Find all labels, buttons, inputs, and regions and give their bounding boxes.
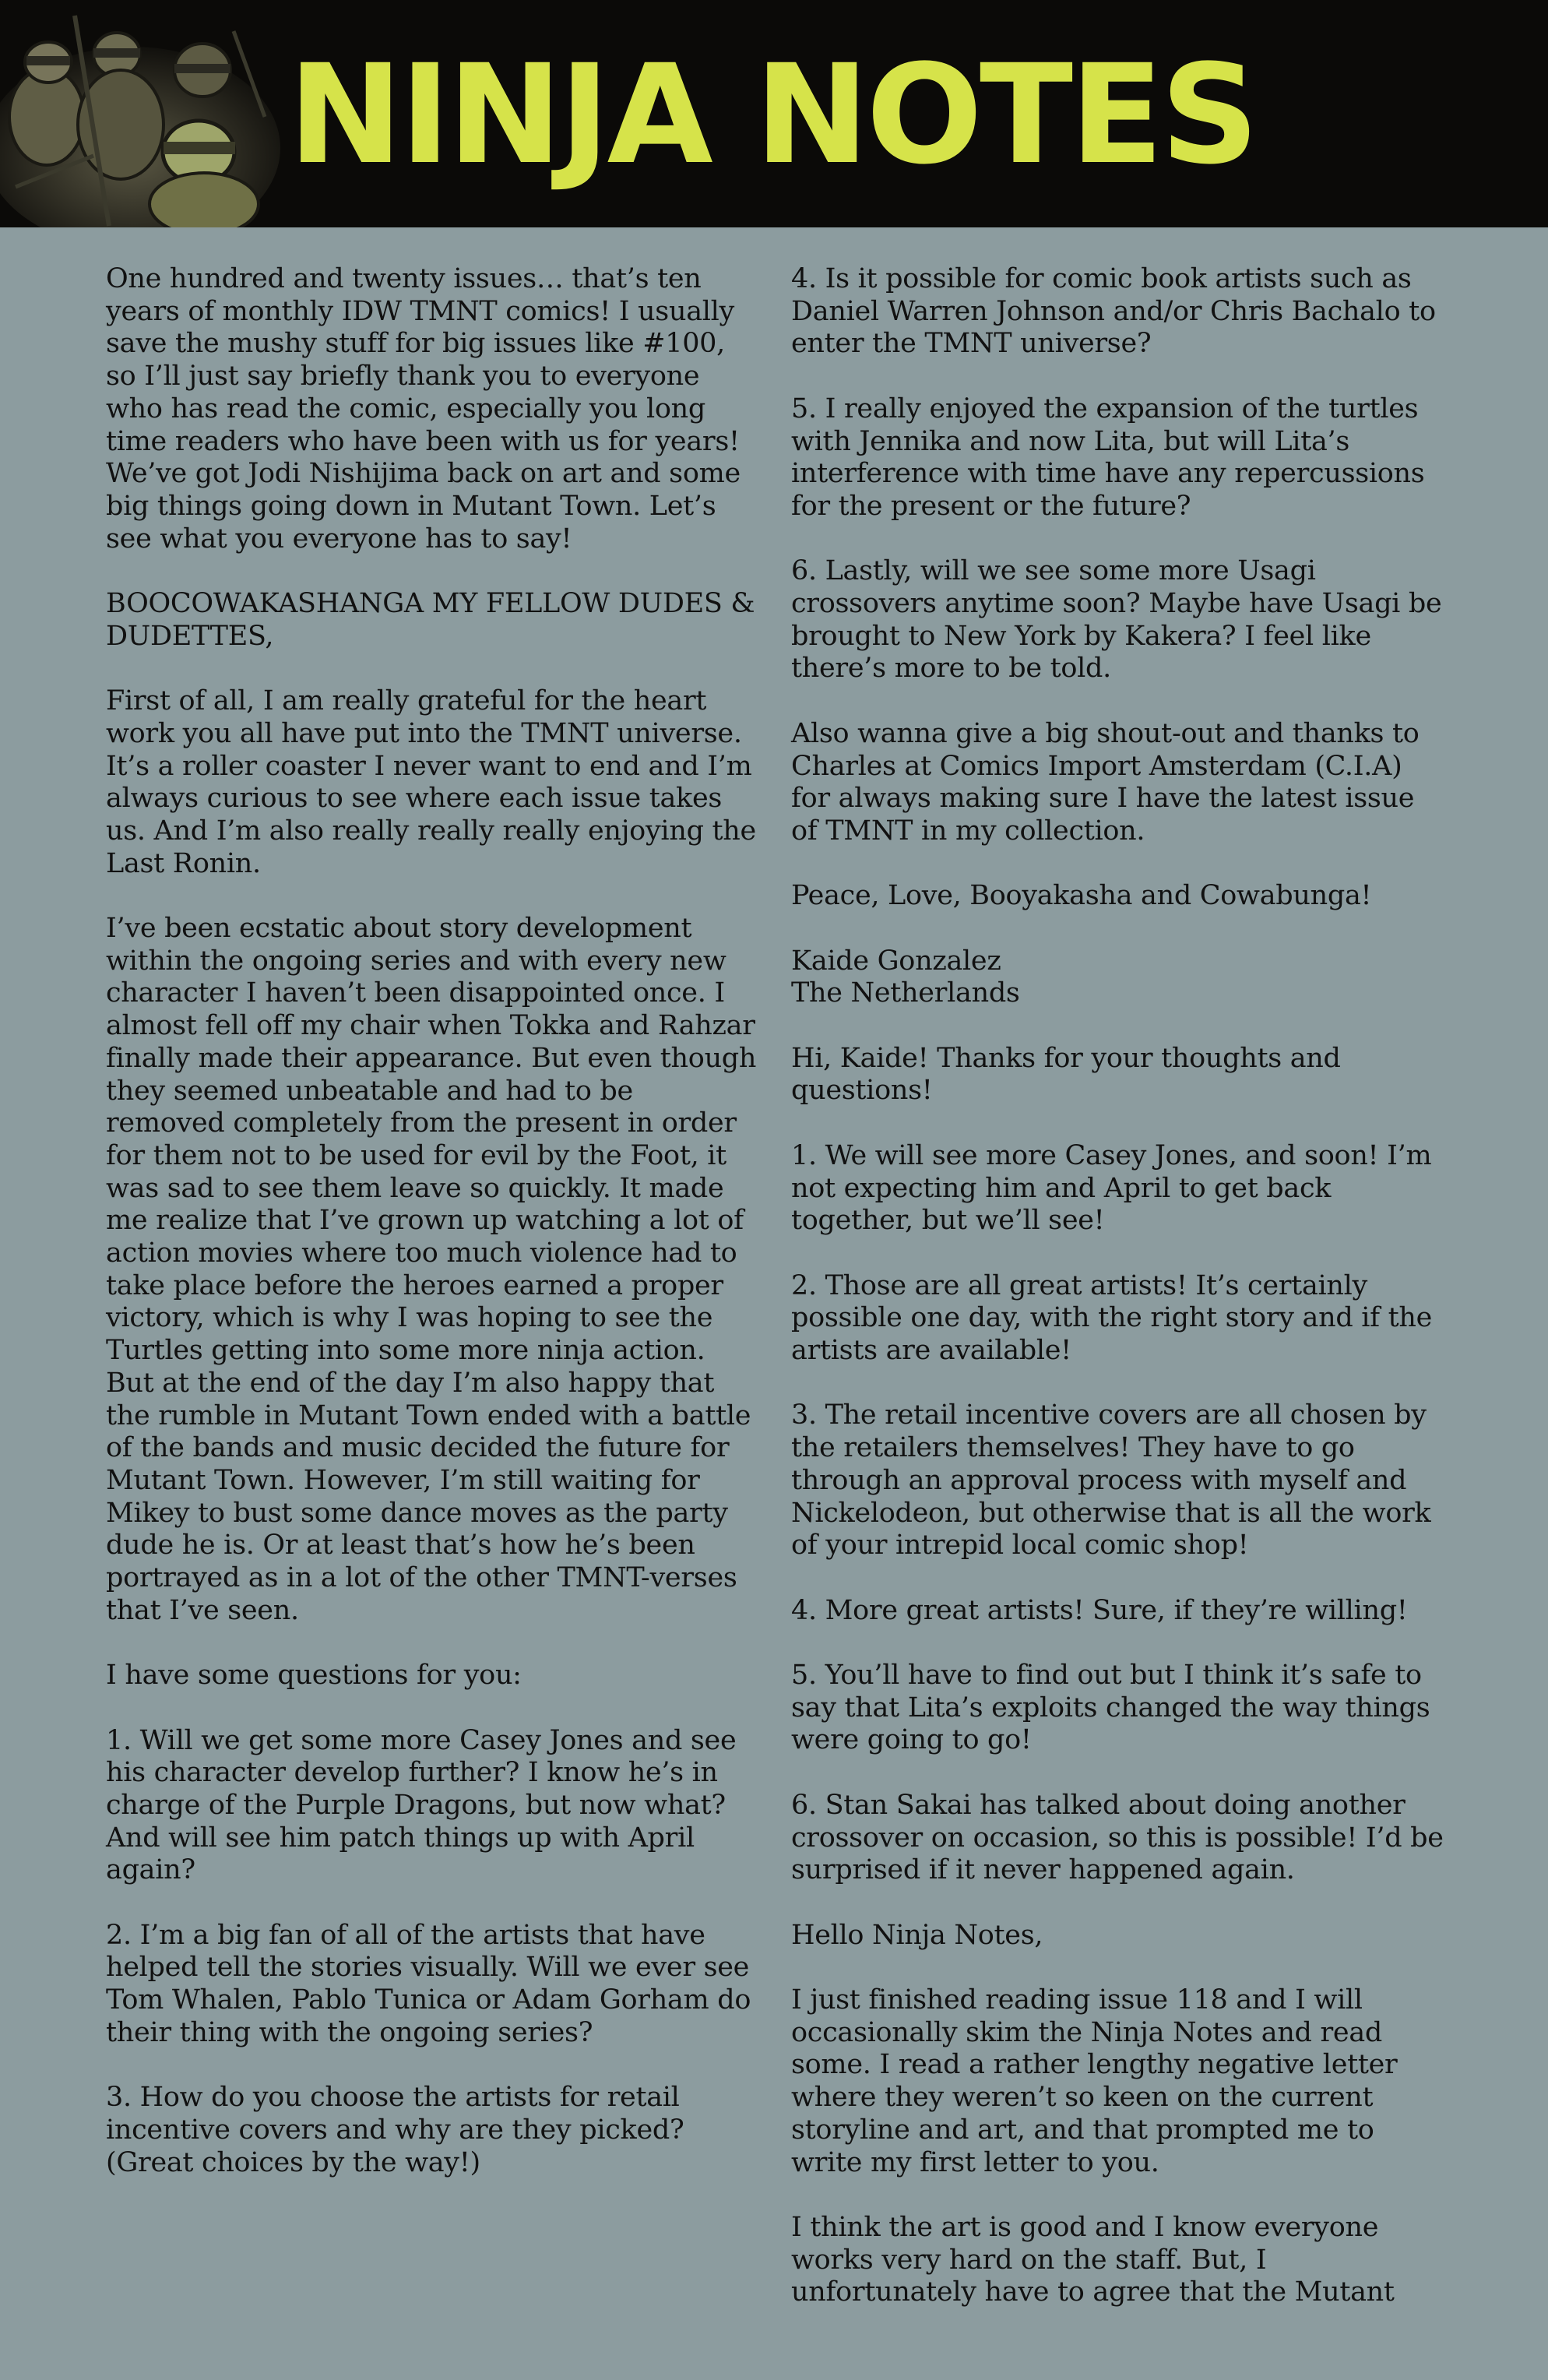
letter-paragraph: I think the art is good and I know everyone works very hard on the staff. But, I unfortunately have to agree that the Mutant (791, 2211, 1395, 2308)
letter-question: 1. Will we get some more Casey Jones and see his character develop further? I know he’s in charge of the Purple Dragons, but now what? And will see him patch things up with April again? (106, 1724, 745, 1886)
letter-signoff: Peace, Love, Booyakasha and Cowabunga! (791, 880, 1372, 912)
turtles-illustration (0, 0, 311, 227)
page-header (0, 0, 1548, 227)
reply-answer: 5. You’ll have to find out but I think it’s safe to say that Lita’s exploits changed the way things were going to go! (791, 1660, 1439, 1756)
reply-answer: 2. Those are all great artists! It’s certainly possible one day, with the right story and if the artists are available! (791, 1269, 1441, 1367)
letter-question: 4. Is it possible for comic book artists such as Daniel Warren Johnson and/or Chris Bachalo to enter the TMNT universe? (791, 263, 1444, 360)
letter-question: 2. I’m a big fan of all of the artists that have helped tell the stories visually. Will we ever see Tom Whalen, Pablo Tunica or Adam Gorham do their thing with the ongoing series? (106, 1919, 759, 2048)
right-column (791, 263, 1452, 2342)
letter-question: 3. How do you choose the artists for retail incentive covers and why are they picked? (Great choices by the way!) (106, 2082, 693, 2178)
letter-greeting: BOOCOWAKASHANGA MY FELLOW DUDES & DUDETTES, (106, 588, 764, 652)
left-column (106, 263, 765, 2212)
letter-paragraph: First of all, I am really grateful for the heart work you all have put into the TMNT universe. It’s a roller coaster I never want to end and I’m always curious to see where each issue takes us. And I’m also really really really enjoying the Last Ronin. (106, 685, 765, 879)
reply-answer: 6. Stan Sakai has talked about doing another crossover on occasion, so this is possible! I’d be surprised if it never happened again. (791, 1789, 1452, 1886)
page-title: NINJA NOTES (288, 35, 1256, 195)
reply-answer: 4. More great artists! Sure, if they’re willing! (791, 1594, 1408, 1626)
letter-question: 6. Lastly, will we see some more Usagi crossovers anytime soon? Maybe have Usagi be brought to New York by Kakera? I feel like there’s more to be told. (791, 555, 1451, 685)
reply-answer: 3. The retail incentive covers are all chosen by the retailers themselves! They have to go through an approval process with myself and Nickelodeon, but otherwise that is all the work of your intrepid local comic shop! (791, 1399, 1440, 1561)
intro-paragraph: One hundred and twenty issues… that’s ten years of monthly IDW TMNT comics! I usually save the mushy stuff for big issues like #100, so I’ll just say briefly thank you to everyone who has read the comic, especially you long time readers who have been with us for years! We’ve got Jodi Nishijima back on art and some big things going down in Mutant Town. Let’s see what you everyone has to say! (106, 263, 749, 555)
letter-paragraph: I have some questions for you: (106, 1660, 522, 1692)
letter-greeting: Hello Ninja Notes, (791, 1919, 1043, 1951)
letter-paragraph: Also wanna give a big shout-out and thanks to Charles at Comics Import Amsterdam (C.I.A) for always making sure I have the latest issue of TMNT in my collection. (791, 717, 1428, 847)
letter-signature: Kaide Gonzalez The Netherlands (791, 945, 1020, 1009)
letter-question: 5. I really enjoyed the expansion of the turtles with Jennika and now Lita, but will Lita’s interference with time have any repercussions for the present or the future? (791, 393, 1434, 522)
letter-paragraph: I just finished reading issue 118 and I will occasionally skim the Ninja Notes and read some. I read a rather lengthy negative letter where they weren’t so keen on the current storyline and art, and that prompted me to write my first letter to you. (791, 1984, 1406, 2178)
reply-paragraph: Hi, Kaide! Thanks for your thoughts and questions! (791, 1042, 1349, 1107)
letter-paragraph: I’ve been ecstatic about story development within the ongoing series and with every new character I haven’t been disappointed once. I almost fell off my chair when Tokka and Rahzar finally made their appearance. But even though they seemed unbeatable and had to be removed completely from the present in order for them not to be used for evil by the Foot, it was sad to see them leave so quickly. It made me realize that I’ve grown up watching a lot of action movies where too much violence had to take place before the heroes earned a proper victory, which is why I was hoping to see the Turtles getting into some more ninja action. But at the end of the day I’m also happy that the rumble in Mutant Town ended with a battle of the bands and music decided the future for Mutant Town. However, I’m still waiting for Mikey to bust some dance moves as the party dude he is. Or at least that’s how he’s been portrayed as in a lot of the other TMNT-verses that I’ve seen. (106, 913, 765, 1626)
reply-answer: 1. We will see more Casey Jones, and soon! I’m not expecting him and April to get back together, but we’ll see! (791, 1139, 1441, 1237)
